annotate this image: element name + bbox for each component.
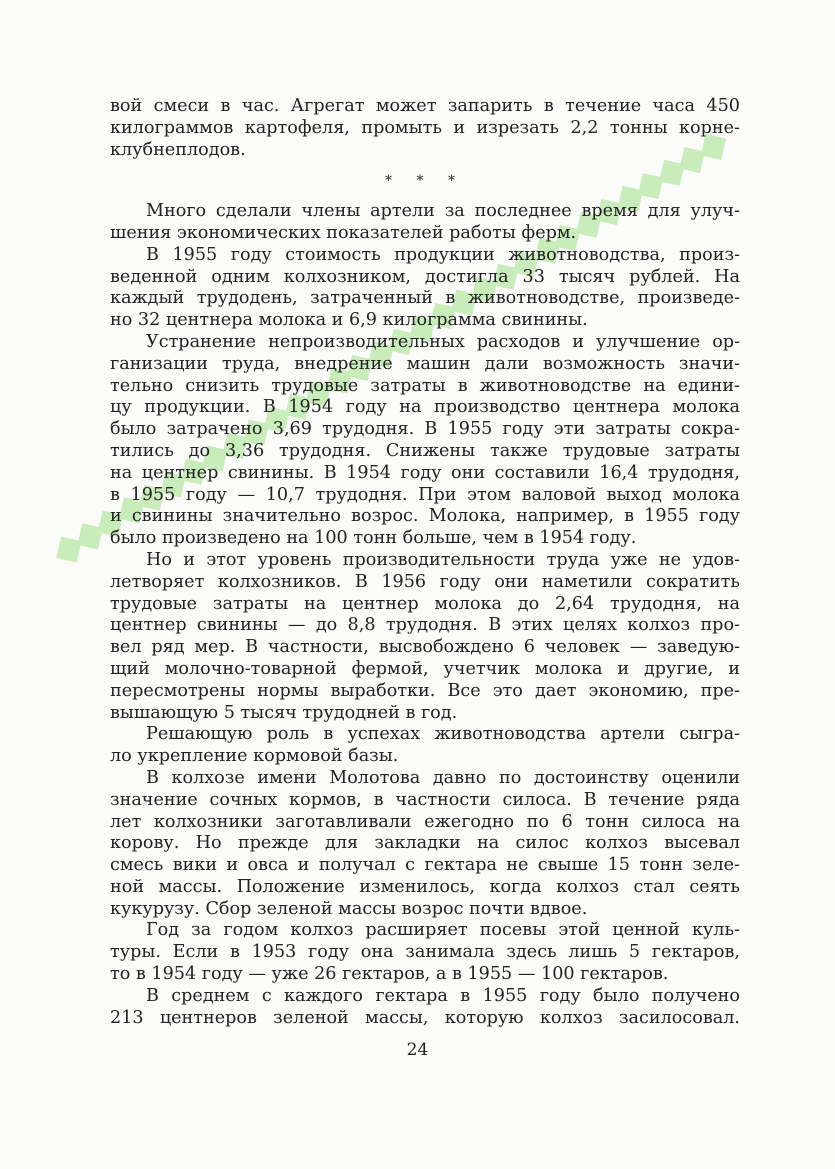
text-line: В 1955 году стоимость продукции животноводства, произ- [146,244,740,265]
text-line: в 1955 году — 10,7 трудодня. При этом валовой выход молока [110,484,740,505]
text-line: Год за годом колхоз расширяет посевы этой ценной куль- [146,920,740,941]
text-line: лет колхозники заготавливали ежегодно по 6 тонн силоса на [110,811,740,832]
text-line: тельно снизить трудовые затраты в животноводстве на едини- [110,375,740,396]
text-line: тились до 3,36 трудодня. Снижены также трудовые затраты [110,440,740,461]
page-number: 24 [406,1040,429,1060]
text-line: на центнер свинины. В 1954 году они составили 16,4 трудодня, [110,462,740,483]
text-line: и свинины значительно возрос. Молока, например, в 1955 году [110,506,740,527]
text-line: смесь вики и овса и получал с гектара не свыше 15 тонн зеле- [110,855,740,876]
text-line: корову. Но прежде для закладки на силос колхоз высевал [110,833,740,854]
text-line: вой смеси в час. Агрегат может запарить в течение часа 450 [110,96,740,116]
text-line: но 32 центнера молока и 6,9 килограмма свинины. [110,310,588,331]
text-line: шения экономических показателей работы ферм. [110,222,577,243]
text-line: было произведено на 100 тонн больше, чем в 1954 году. [110,528,637,549]
text-line: ло укрепление кормовой базы. [110,746,399,767]
section-separator: * * * [385,173,465,190]
text-line: туры. Если в 1953 году она занимала здесь лишь 5 гектаров, [110,942,740,963]
text-line: Решающую роль в успехах животноводства артели сыгра- [146,724,740,745]
text-line: ганизации труда, внедрение машин дали возможность значи- [110,353,740,374]
text-line: В среднем с каждого гектара в 1955 году было получено [146,985,740,1006]
text-line: цу продукции. В 1954 году на производство центнера молока [110,397,740,418]
text-line: веденной одним колхозником, достигла 33 тысяч рублей. На [110,266,740,287]
text-line: центнер свинины — до 8,8 трудодня. В этих целях колхоз про- [110,615,740,636]
text-line: 213 центнеров зеленой массы, которую колхоз засилосовал. [110,1007,740,1028]
text-line: вел ряд мер. В частности, высвобождено 6 человек — заведую- [110,637,740,658]
text-line: Много сделали члены артели за последнее время для улуч- [146,201,740,222]
text-line: ной массы. Положение изменилось, когда колхоз стал сеять [110,876,740,897]
text-line: пересмотрены нормы выработки. Все это дает экономию, пре- [110,680,740,701]
text-line: кукурузу. Сбор зеленой массы возрос почти вдвое. [110,898,588,919]
text-line: щий молочно-товарной фермой, учетчик молока и другие, и [110,658,740,679]
text-line: было затрачено 3,69 трудодня. В 1955 году эти затраты сокра- [110,419,740,440]
text-line: то в 1954 году — уже 26 гектаров, а в 1955 — 100 гектаров. [110,964,669,985]
page-text [110,96,740,1029]
text-line: значение сочных кормов, в частности силоса. В течение ряда [110,789,740,810]
text-line: вышающую 5 тысяч трудодней в год. [110,702,458,723]
text-line: килограммов картофеля, промыть и изрезать 2,2 тонны корне- [110,117,740,138]
text-line: В колхозе имени Молотова давно по достоинству оценили [146,767,740,788]
text-line: Устранение непроизводительных расходов и улучшение ор- [146,331,740,352]
text-line: летворяет колхозников. В 1956 году они наметили сократить [110,571,740,592]
text-line: каждый трудодень, затраченный в животноводстве, произведе- [110,288,740,309]
text-line: Но и этот уровень производительности труда уже не удов- [146,549,740,570]
text-line: трудовые затраты на центнер молока до 2,64 трудодня, на [110,593,740,614]
text-line: клубнеплодов. [110,139,246,160]
